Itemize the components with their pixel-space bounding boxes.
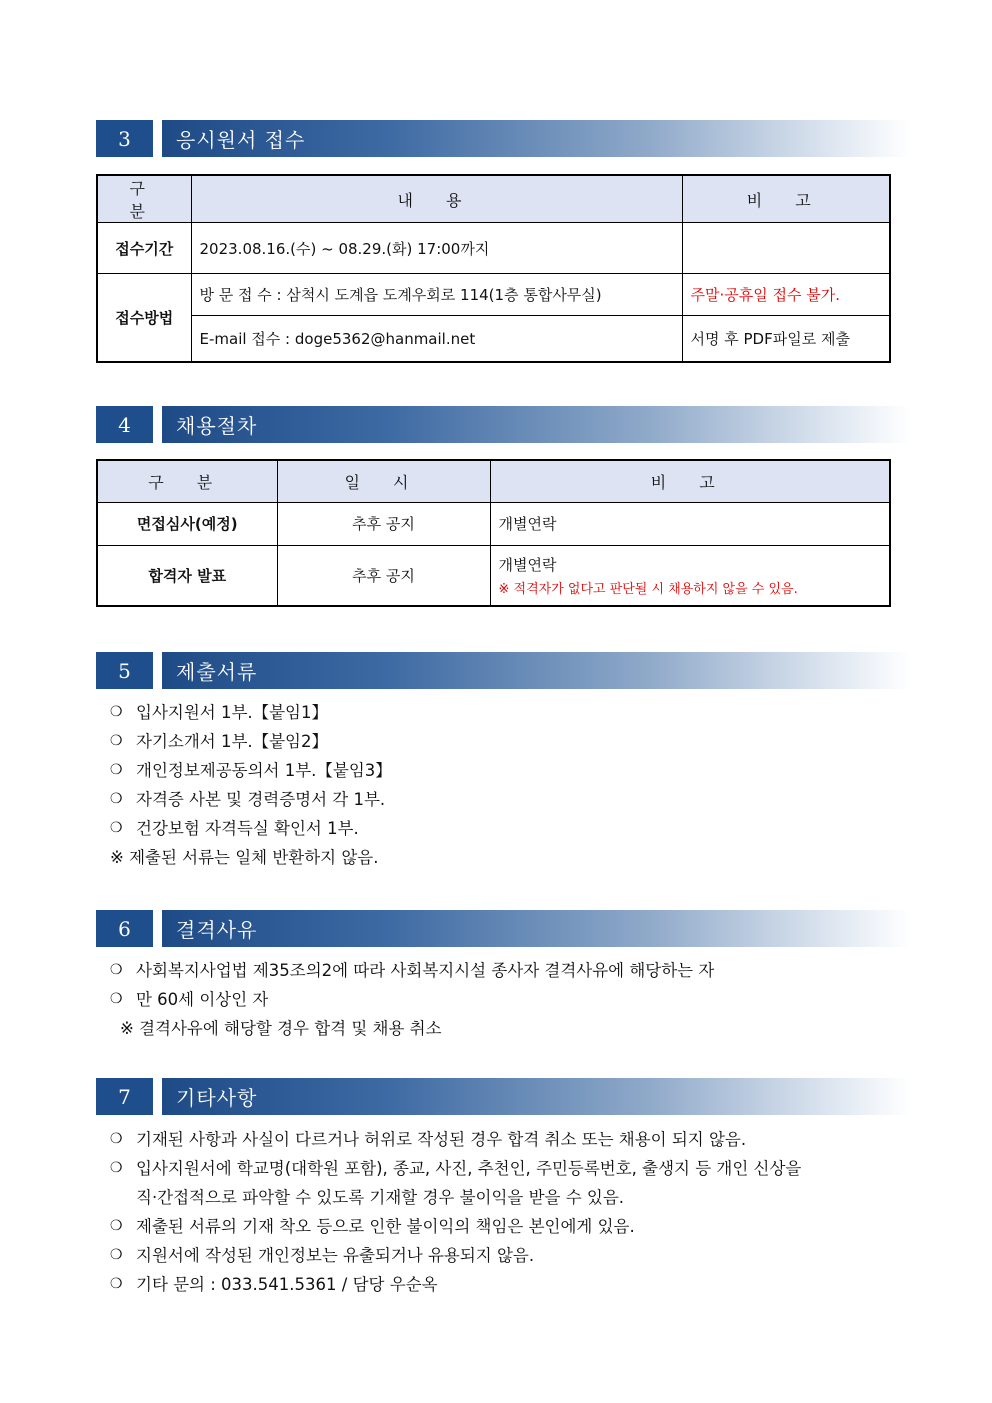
col-header-category: 구 분 xyxy=(97,460,277,502)
list-item: ❍ 입사지원서 1부.【붙임1】 xyxy=(110,698,392,727)
section-number: 3 xyxy=(96,120,153,157)
list-item: ❍ 제출된 서류의 기재 착오 등으로 인한 불이익의 책임은 본인에게 있음. xyxy=(110,1212,801,1241)
section-number: 7 xyxy=(96,1078,153,1115)
disqualification-note: ※ 결격사유에 해당할 경우 합격 및 채용 취소 xyxy=(120,1019,442,1038)
interview-note: 개별연락 xyxy=(490,502,890,545)
list-item-continuation: 직·간접적으로 파악할 수 있도록 기재할 경우 불이익을 받을 수 있음. xyxy=(136,1188,625,1207)
bullet-icon: ❍ xyxy=(110,1276,123,1292)
list-item: ❍ 기재된 사항과 사실이 다르거나 허위로 작성된 경우 합격 취소 또는 채용이 되지 않음. xyxy=(110,1125,801,1154)
list-item: ❍ 자기소개서 1부.【붙임2】 xyxy=(110,727,392,756)
bullet-icon: ❍ xyxy=(110,991,123,1007)
bullet-icon: ❍ xyxy=(110,1131,123,1147)
section-title: 제출서류 xyxy=(162,652,910,689)
documents-list xyxy=(110,698,392,872)
row-label-period: 접수기간 xyxy=(97,223,191,274)
list-item: ❍ 지원서에 작성된 개인정보는 유출되거나 유용되지 않음. xyxy=(110,1241,801,1270)
period-note xyxy=(682,223,890,274)
bullet-icon: ❍ xyxy=(110,704,123,720)
list-item: ❍ 기타 문의 : 033.541.5361 / 담당 우순옥 xyxy=(110,1270,801,1299)
announcement-note-cell xyxy=(490,545,890,606)
section-header-3 xyxy=(96,120,910,157)
col-header-category: 구 분 xyxy=(97,175,191,223)
list-item: ❍ 입사지원서에 학교명(대학원 포함), 종교, 사진, 추천인, 주민등록번호, 출생지 등 개인 신상을 xyxy=(110,1154,801,1183)
bullet-icon: ❍ xyxy=(110,1218,123,1234)
interview-date: 추후 공지 xyxy=(277,502,490,545)
row-label-announcement: 합격자 발표 xyxy=(97,545,277,606)
section-title: 기타사항 xyxy=(162,1078,910,1115)
visit-value: 방 문 접 수 : 삼척시 도계읍 도계우회로 114(1층 통합사무실) xyxy=(191,274,682,316)
section-title: 채용절차 xyxy=(162,406,910,443)
section-header-4 xyxy=(96,406,910,443)
list-item: ❍ 자격증 사본 및 경력증명서 각 1부. xyxy=(110,785,392,814)
col-header-date: 일 시 xyxy=(277,460,490,502)
section-number: 5 xyxy=(96,652,153,689)
section-header-7 xyxy=(96,1078,910,1115)
bullet-icon: ❍ xyxy=(110,791,123,807)
announcement-date: 추후 공지 xyxy=(277,545,490,606)
bullet-icon: ❍ xyxy=(110,733,123,749)
application-table xyxy=(96,174,891,363)
disqualification-list xyxy=(110,956,714,1043)
bullet-icon: ❍ xyxy=(110,762,123,778)
section-number: 4 xyxy=(96,406,153,443)
col-header-content: 내 용 xyxy=(191,175,682,223)
list-item: ❍ 건강보험 자격득실 확인서 1부. xyxy=(110,814,392,843)
col-header-note: 비 고 xyxy=(490,460,890,502)
bullet-icon: ❍ xyxy=(110,1247,123,1263)
announcement-warning: ※ 적격자가 없다고 판단될 시 채용하지 않을 수 있음. xyxy=(498,581,798,597)
visit-note: 주말·공휴일 접수 불가. xyxy=(682,274,890,316)
section-header-5 xyxy=(96,652,910,689)
row-label-method: 접수방법 xyxy=(97,274,191,362)
list-item: ❍ 개인정보제공동의서 1부.【붙임3】 xyxy=(110,756,392,785)
period-value: 2023.08.16.(수) ~ 08.29.(화) 17:00까지 xyxy=(191,223,682,274)
email-value: E-mail 접수 : doge5362@hanmail.net xyxy=(191,316,682,362)
col-header-note: 비 고 xyxy=(682,175,890,223)
section-number: 6 xyxy=(96,910,153,947)
documents-note: ※ 제출된 서류는 일체 반환하지 않음. xyxy=(110,848,379,867)
bullet-icon: ❍ xyxy=(110,820,123,836)
section-title: 응시원서 접수 xyxy=(162,120,910,157)
misc-list xyxy=(110,1125,801,1299)
bullet-icon: ❍ xyxy=(110,1160,123,1176)
bullet-icon: ❍ xyxy=(110,962,123,978)
row-label-interview: 면접심사(예정) xyxy=(97,502,277,545)
process-table xyxy=(96,459,891,607)
list-item: ❍ 사회복지사업법 제35조의2에 따라 사회복지시설 종사자 결격사유에 해당하는 자 xyxy=(110,956,714,985)
section-header-6 xyxy=(96,910,910,947)
list-item: ❍ 만 60세 이상인 자 xyxy=(110,985,714,1014)
section-title: 결격사유 xyxy=(162,910,910,947)
announcement-note: 개별연락 xyxy=(498,555,557,574)
email-note: 서명 후 PDF파일로 제출 xyxy=(682,316,890,362)
